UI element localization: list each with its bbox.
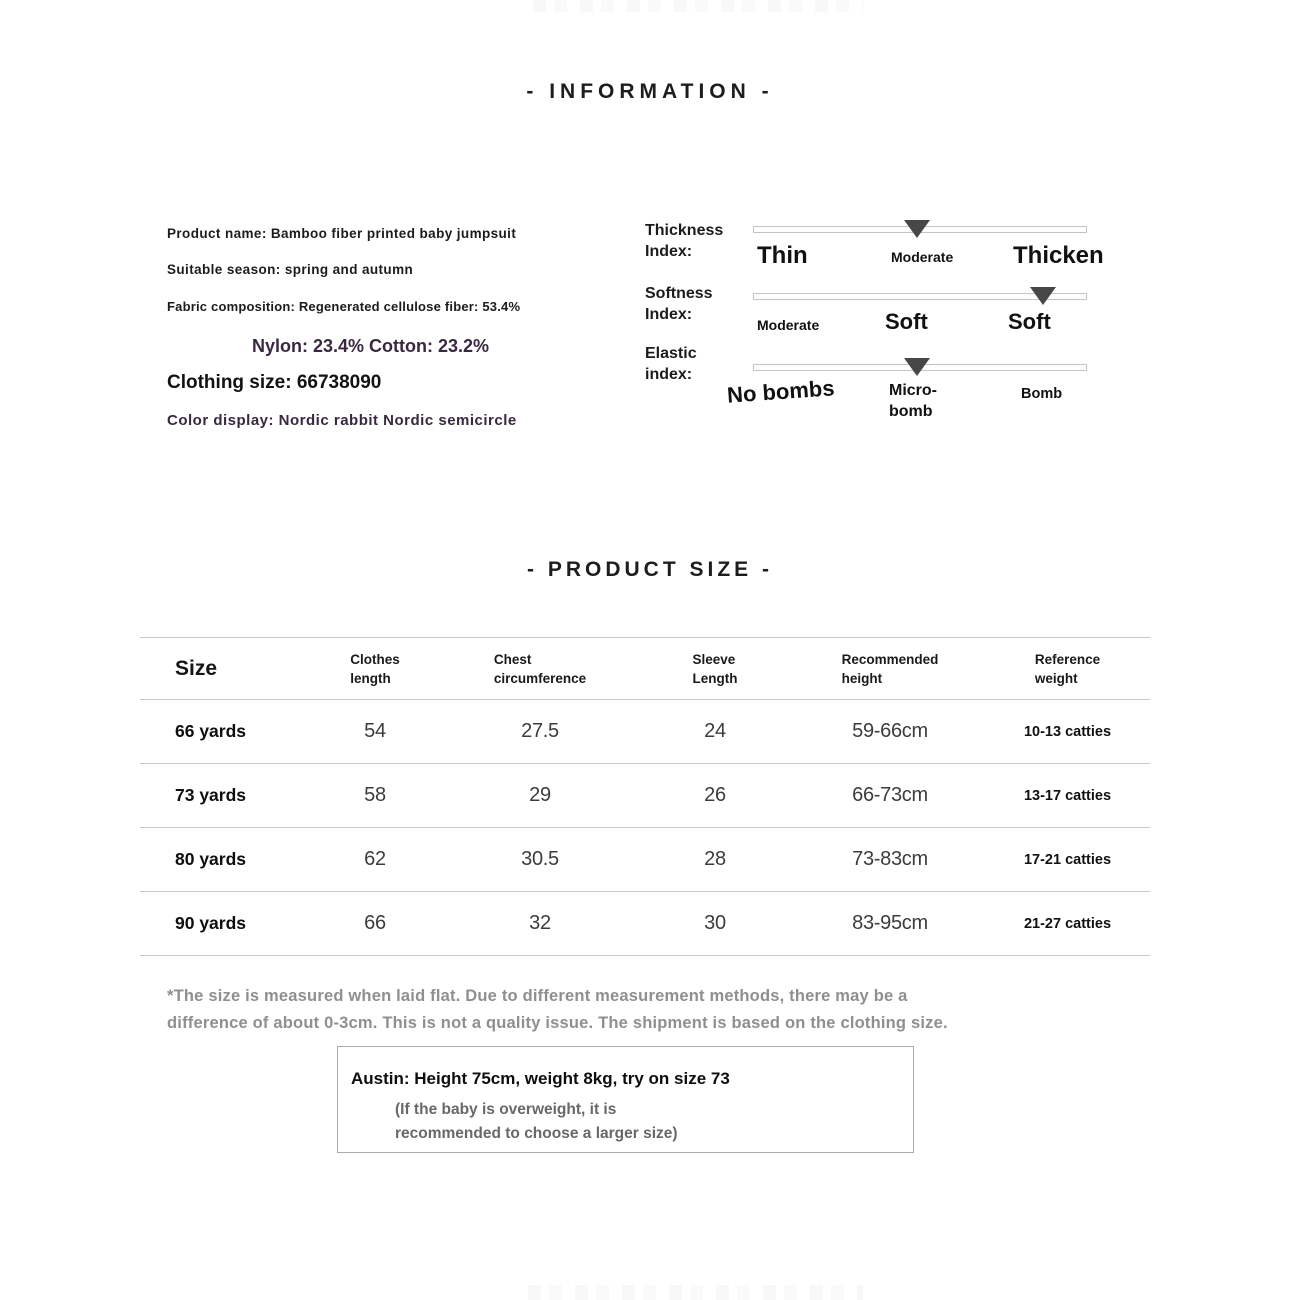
elastic-label-line1: Elastic bbox=[645, 345, 697, 362]
header-reference-weight bbox=[985, 650, 1150, 688]
header-size: Size bbox=[175, 656, 218, 680]
thickness-slider-track bbox=[753, 226, 1087, 233]
slider-marker-icon bbox=[904, 358, 930, 376]
reference-weight-value: 21-27 catties bbox=[1023, 915, 1112, 932]
recommended-height-value: 59-66cm bbox=[852, 720, 928, 742]
header-line: circumference bbox=[493, 670, 587, 686]
header-line: Reference bbox=[1034, 651, 1101, 667]
elastic-index-label bbox=[645, 343, 697, 385]
elastic-option-no-bombs: No bombs bbox=[726, 375, 836, 408]
clothes-length-value: 66 bbox=[364, 912, 386, 934]
thickness-option-thicken: Thicken bbox=[1013, 242, 1104, 269]
softness-option-soft-right: Soft bbox=[1008, 309, 1051, 334]
softness-index-label bbox=[645, 283, 713, 325]
table-row-80-yards bbox=[140, 828, 1150, 892]
row-size-label: 73 yards bbox=[175, 785, 247, 805]
header-line: Clothes bbox=[350, 651, 400, 667]
softness-label-line1: Softness bbox=[645, 285, 713, 302]
clothes-length-value: 54 bbox=[364, 720, 386, 742]
thickness-option-moderate: Moderate bbox=[891, 249, 954, 265]
softness-option-moderate: Moderate bbox=[757, 317, 820, 333]
color-display-text: Color display: Nordic rabbit Nordic semicircle bbox=[167, 412, 517, 429]
thickness-label-line2: Index: bbox=[645, 243, 693, 260]
fabric-composition-text: Fabric composition: Regenerated cellulose fiber: 53.4% bbox=[167, 299, 521, 314]
product-size-section-title: - PRODUCT SIZE - bbox=[527, 558, 773, 581]
footnote-line2: difference of about 0-3cm. This is not a quality issue. The shipment is based on the clothing size. bbox=[167, 1014, 948, 1032]
header-line: weight bbox=[1034, 670, 1078, 686]
suitable-season-text: Suitable season: spring and autumn bbox=[167, 262, 414, 277]
thickness-option-thin: Thin bbox=[757, 242, 808, 269]
information-section-title: - INFORMATION - bbox=[526, 80, 774, 103]
row-size-label: 80 yards bbox=[175, 849, 247, 869]
header-clothes-length bbox=[305, 650, 445, 688]
softness-slider-track bbox=[753, 293, 1087, 300]
sleeve-length-value: 26 bbox=[704, 784, 726, 806]
header-line: length bbox=[350, 670, 391, 686]
softness-label-line2: Index: bbox=[645, 306, 693, 323]
header-line: Sleeve bbox=[692, 651, 736, 667]
clothing-size-text: Clothing size: 66738090 bbox=[167, 372, 382, 393]
header-chest-circumference bbox=[445, 650, 635, 688]
micro-bomb-line1: Micro- bbox=[889, 382, 937, 399]
header-sleeve-length bbox=[635, 650, 795, 688]
chest-circumference-value: 29 bbox=[529, 784, 551, 806]
size-measurement-footnote bbox=[167, 983, 948, 1037]
thickness-index-label bbox=[645, 220, 723, 262]
chest-circumference-value: 30.5 bbox=[521, 848, 559, 870]
model-fit-note-box bbox=[337, 1046, 914, 1153]
thickness-label-line1: Thickness bbox=[645, 222, 724, 239]
sleeve-length-value: 30 bbox=[704, 912, 726, 934]
reference-weight-value: 10-13 catties bbox=[1023, 723, 1112, 740]
header-line: Recommended bbox=[841, 651, 939, 667]
clothes-length-value: 62 bbox=[364, 848, 386, 870]
slider-marker-icon bbox=[1030, 287, 1056, 305]
row-size-label: 90 yards bbox=[175, 913, 247, 933]
header-line: Length bbox=[692, 670, 738, 686]
reference-weight-value: 13-17 catties bbox=[1023, 787, 1112, 804]
model-fit-sub-line1: (If the baby is overweight, it is bbox=[395, 1101, 617, 1118]
elastic-option-micro-bomb bbox=[889, 380, 937, 422]
chest-circumference-value: 32 bbox=[529, 912, 551, 934]
size-table bbox=[140, 637, 1150, 956]
elastic-option-bomb: Bomb bbox=[1021, 386, 1063, 402]
elastic-label-line2: index: bbox=[645, 366, 693, 383]
nylon-cotton-text: Nylon: 23.4% Cotton: 23.2% bbox=[252, 336, 490, 356]
softness-option-soft-mid: Soft bbox=[885, 309, 928, 334]
table-row-66-yards bbox=[140, 700, 1150, 764]
sleeve-length-value: 24 bbox=[704, 720, 726, 742]
footnote-line1: *The size is measured when laid flat. Due to different measurement methods, there may be a bbox=[167, 987, 908, 1005]
size-table-header-row bbox=[140, 637, 1150, 700]
elastic-slider-track bbox=[753, 364, 1087, 371]
reference-weight-value: 17-21 catties bbox=[1023, 851, 1112, 868]
table-row-73-yards bbox=[140, 764, 1150, 828]
recommended-height-value: 83-95cm bbox=[852, 912, 928, 934]
micro-bomb-line2: bomb bbox=[889, 403, 933, 420]
recommended-height-value: 66-73cm bbox=[852, 784, 928, 806]
header-line: height bbox=[841, 670, 883, 686]
clothes-length-value: 58 bbox=[364, 784, 386, 806]
header-line: Chest bbox=[493, 651, 532, 667]
row-size-label: 66 yards bbox=[175, 721, 247, 741]
table-row-90-yards bbox=[140, 892, 1150, 956]
header-recommended-height bbox=[795, 650, 985, 688]
bottom-crop-artifact bbox=[528, 1285, 863, 1300]
slider-marker-icon bbox=[904, 220, 930, 238]
model-fit-title: Austin: Height 75cm, weight 8kg, try on size 73 bbox=[351, 1069, 730, 1088]
model-fit-sub-line2: recommended to choose a larger size) bbox=[395, 1125, 678, 1142]
sleeve-length-value: 28 bbox=[704, 848, 726, 870]
chest-circumference-value: 27.5 bbox=[521, 720, 559, 742]
top-crop-artifact bbox=[533, 0, 863, 12]
product-name-text: Product name: Bamboo fiber printed baby jumpsuit bbox=[167, 226, 517, 241]
recommended-height-value: 73-83cm bbox=[852, 848, 928, 870]
